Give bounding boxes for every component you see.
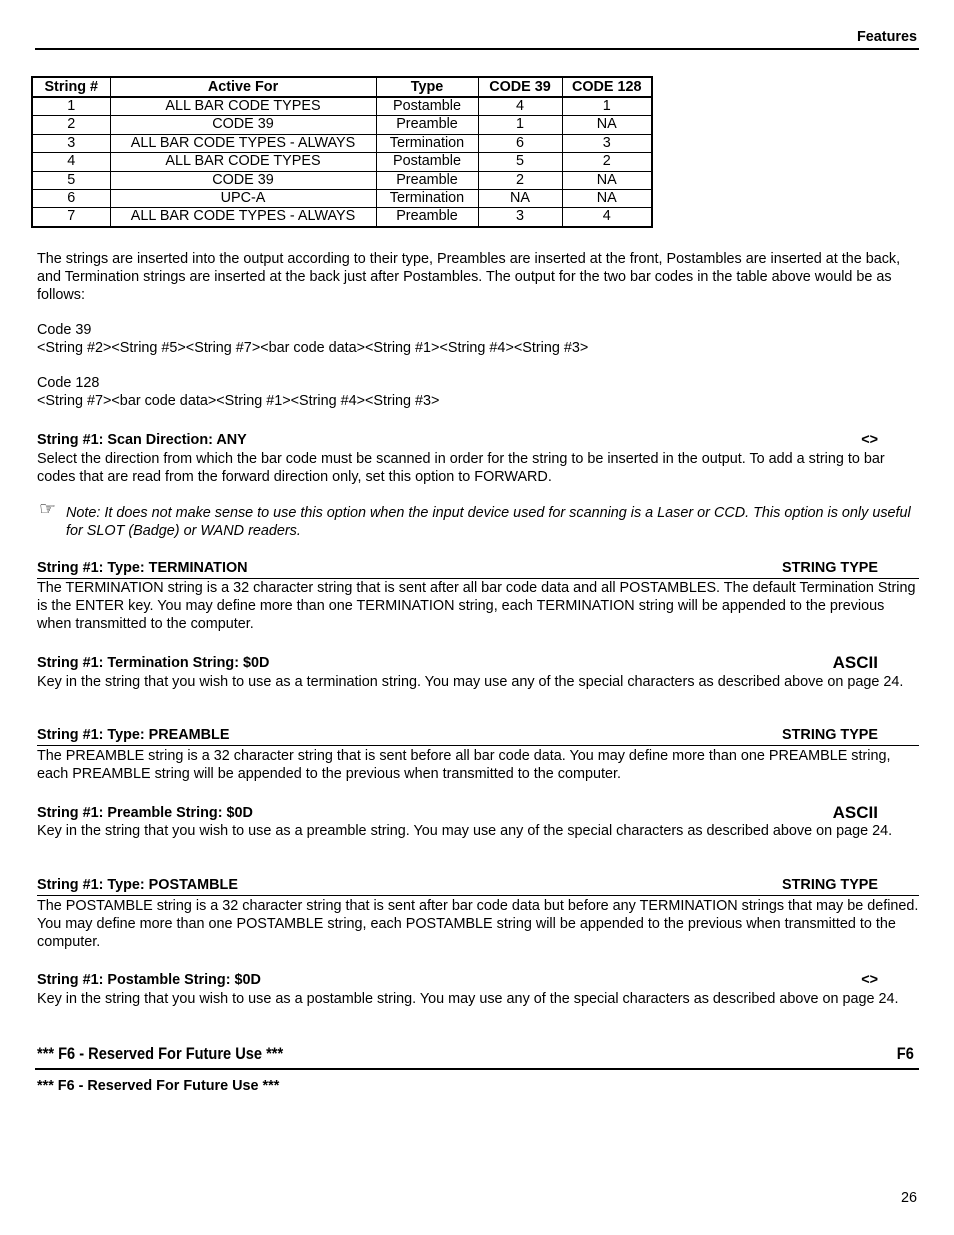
section-body-type-postamble: The POSTAMBLE string is a 32 character string that is sent after bar code data but before any TERMINATION strings that may be defined. You may define more than one POSTAMBLE string, each POSTAMBLE string will be appended to the previous when transmitted to the computer. [37, 898, 919, 950]
section-body-postamble-string: Key in the string that you wish to use as a postamble string. You may use any of the special characters as described above on page 24. [37, 991, 899, 1007]
table-row [32, 171, 652, 189]
page-number: 26 [900, 1190, 917, 1206]
section-tag: STRING TYPE [782, 727, 878, 743]
page-header-title: Features [857, 29, 917, 45]
table-cell: Preamble [376, 208, 478, 227]
table-cell: Postamble [376, 153, 478, 171]
table-cell: 3 [562, 134, 652, 152]
f6-subtitle: *** F6 - Reserved For Future Use *** [37, 1078, 280, 1094]
section-body-type-preamble: The PREAMBLE string is a 32 character string that is sent before all bar code data. You may define more than one PREAMBLE string, each PREAMBLE string will be appended to the previous when transmitted to the computer. [37, 748, 891, 782]
table-row [32, 208, 652, 227]
section-heading-type-termination [37, 559, 878, 577]
section-tag: STRING TYPE [782, 877, 878, 893]
table-row [32, 134, 652, 152]
table-cell: Preamble [376, 116, 478, 134]
section-rule [37, 895, 919, 896]
table-cell: 4 [478, 97, 562, 116]
example-code39-label: Code 39 [37, 322, 92, 338]
table-cell: 2 [32, 116, 110, 134]
section-title: String #1: Preamble String: $0D [37, 805, 253, 821]
intro-paragraph: The strings are inserted into the output according to their type, Preambles are inserted at the front, Postambles are inserted at the back, and Termination strings are inserted at the back just after Postambles. The output for the two bar codes in the table above would be as follows: [37, 251, 901, 303]
section-heading-termination-string [37, 654, 878, 672]
section-title: String #1: Termination String: $0D [37, 655, 270, 671]
section-tag: <> [861, 972, 878, 988]
section-body-scan-direction: Select the direction from which the bar code must be scanned in order for the string to be inserted in the output. To add a string to bar codes that are read from the forward direction only, set this option to FORWARD. [37, 451, 885, 485]
table-cell: NA [478, 190, 562, 208]
table-header-row [32, 77, 652, 97]
pointing-hand-icon: ☞ [39, 499, 57, 520]
f6-section-title: *** F6 - Reserved For Future Use *** [37, 1044, 284, 1063]
table-cell: ALL BAR CODE TYPES [110, 153, 376, 171]
section-heading-scan-direction [37, 431, 878, 449]
table-cell: 4 [562, 208, 652, 227]
table-cell: Postamble [376, 97, 478, 116]
table-cell: Termination [376, 134, 478, 152]
f6-rule [35, 1068, 919, 1070]
section-title: String #1: Type: TERMINATION [37, 560, 248, 576]
section-title: String #1: Type: PREAMBLE [37, 727, 230, 743]
column-header: Type [376, 77, 478, 97]
table-row [32, 97, 652, 116]
table-cell: Termination [376, 190, 478, 208]
column-header: CODE 39 [478, 77, 562, 97]
table-cell: Preamble [376, 171, 478, 189]
table-cell: CODE 39 [110, 116, 376, 134]
section-body-termination-string: Key in the string that you wish to use as a termination string. You may use any of the special characters as described above on page 24. [37, 674, 904, 690]
table-row [32, 153, 652, 171]
section-heading-preamble-string [37, 804, 878, 822]
table-cell: 4 [32, 153, 110, 171]
section-title: String #1: Type: POSTAMBLE [37, 877, 238, 893]
table-cell: 3 [32, 134, 110, 152]
example-code128-label: Code 128 [37, 375, 100, 391]
section-title: String #1: Postamble String: $0D [37, 972, 261, 988]
table-cell: 3 [478, 208, 562, 227]
table-cell: 2 [478, 171, 562, 189]
section-tag: ASCII [832, 803, 878, 822]
example-code128-output: <String #7><bar code data><String #1><String #4><String #3> [37, 393, 440, 409]
column-header: CODE 128 [562, 77, 652, 97]
table-cell: 1 [478, 116, 562, 134]
note-text: Note: It does not make sense to use this option when the input device used for scanning is a Laser or CCD. This option is only useful for SLOT (Badge) or WAND readers. [66, 505, 911, 539]
table-cell: NA [562, 116, 652, 134]
section-heading-type-preamble [37, 726, 878, 744]
table-cell: 7 [32, 208, 110, 227]
table-row [32, 190, 652, 208]
table-cell: 2 [562, 153, 652, 171]
table-row [32, 116, 652, 134]
table-cell: 6 [478, 134, 562, 152]
section-body-type-termination: The TERMINATION string is a 32 character string that is sent after all bar code data and all POSTAMBLES. The default Termination String is the ENTER key. You may define more than one TERMINATION string, each TERMINATION string will be appended to the previous when transmitted to the computer. [37, 580, 916, 632]
table-cell: 1 [562, 97, 652, 116]
column-header: Active For [110, 77, 376, 97]
table-cell: ALL BAR CODE TYPES - ALWAYS [110, 134, 376, 152]
table-cell: 6 [32, 190, 110, 208]
section-heading-type-postamble [37, 876, 878, 894]
table-cell: 5 [478, 153, 562, 171]
strings-table [31, 76, 653, 228]
table-cell: UPC-A [110, 190, 376, 208]
section-tag: STRING TYPE [782, 560, 878, 576]
table-cell: 1 [32, 97, 110, 116]
table-cell: ALL BAR CODE TYPES - ALWAYS [110, 208, 376, 227]
section-body-preamble-string: Key in the string that you wish to use as a preamble string. You may use any of the special characters as described above on page 24. [37, 823, 893, 839]
column-header: String # [32, 77, 110, 97]
section-title: String #1: Scan Direction: ANY [37, 432, 247, 448]
table-cell: NA [562, 190, 652, 208]
section-tag: <> [861, 432, 878, 448]
header-rule [35, 48, 919, 50]
table-cell: ALL BAR CODE TYPES [110, 97, 376, 116]
table-cell: CODE 39 [110, 171, 376, 189]
section-rule [37, 745, 919, 746]
table-cell: NA [562, 171, 652, 189]
section-heading-postamble-string [37, 971, 878, 989]
f6-key-label: F6 [896, 1044, 914, 1063]
section-tag: ASCII [832, 653, 878, 672]
table-cell: 5 [32, 171, 110, 189]
example-code39-output: <String #2><String #5><String #7><bar code data><String #1><String #4><String #3> [37, 340, 589, 356]
